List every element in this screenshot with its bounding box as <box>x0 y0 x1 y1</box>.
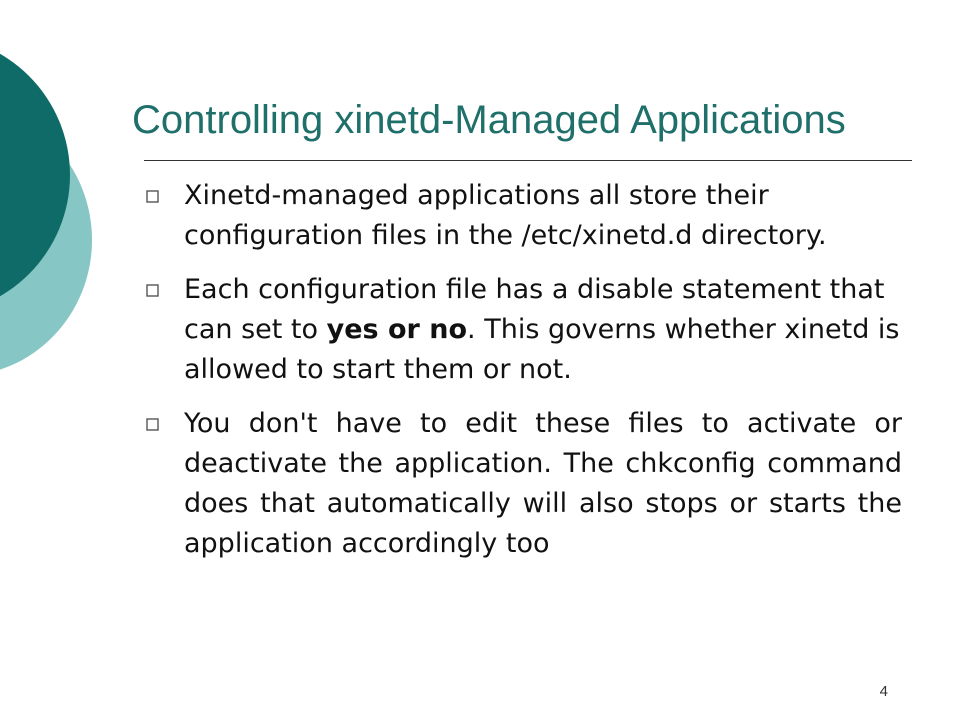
decorative-circles <box>0 0 130 400</box>
hollow-square-bullet-icon <box>146 284 159 297</box>
hollow-square-bullet-icon <box>146 190 159 203</box>
hollow-square-bullet-icon <box>146 418 159 431</box>
bullet-list <box>146 176 902 578</box>
bullet-text: You don't have to edit these files to activate or deactivate the application. The chkconfig command does that automatically will also stops or starts the application accordingly too <box>184 408 902 559</box>
bullet-item <box>146 404 902 564</box>
title-divider <box>144 160 912 161</box>
bullet-text: Each configuration file has a disable statement that can set to <box>184 274 885 345</box>
bullet-item <box>146 176 902 256</box>
bullet-item <box>146 270 902 390</box>
slide-title: Controlling xinetd-Managed Applications <box>132 98 846 142</box>
page-number: 4 <box>879 683 888 700</box>
bullet-bold-text: yes or no <box>326 314 468 345</box>
bullet-text: Xinetd-managed applications all store their configuration files in the /etc/xinetd.d directory. <box>184 180 827 251</box>
bullet-text: . This governs whether xinetd is allowed to start them or not. <box>184 314 900 385</box>
